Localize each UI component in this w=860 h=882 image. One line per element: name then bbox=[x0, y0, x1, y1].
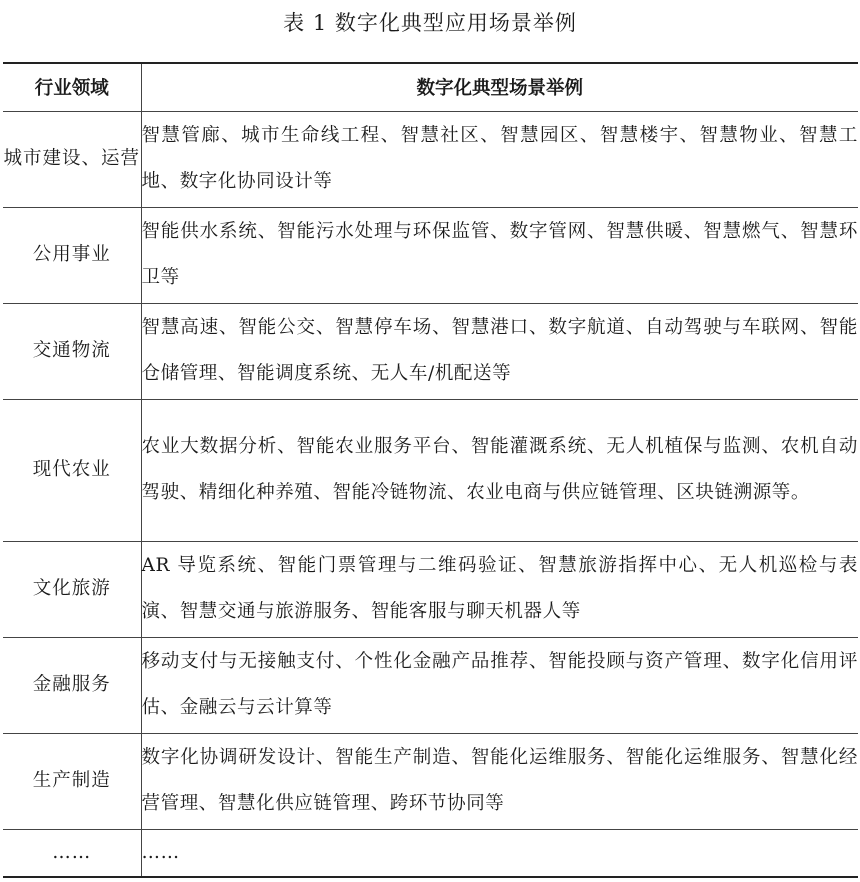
header-industry: 行业领域 bbox=[3, 63, 141, 111]
examples-cell: …… bbox=[141, 829, 858, 877]
examples-cell: 智慧高速、智能公交、智慧停车场、智慧港口、数字航道、自动驾驶与车联网、智能仓储管理、智能调度系统、无人车/机配送等 bbox=[141, 303, 858, 399]
industry-cell: 金融服务 bbox=[3, 637, 141, 733]
examples-cell: 智慧管廊、城市生命线工程、智慧社区、智慧园区、智慧楼宇、智慧物业、智慧工地、数字化协同设计等 bbox=[141, 111, 858, 207]
table-header-row bbox=[3, 63, 858, 111]
table-caption: 表 1 数字化典型应用场景举例 bbox=[283, 11, 577, 35]
table-row bbox=[3, 111, 858, 207]
industry-cell: 公用事业 bbox=[3, 207, 141, 303]
table-row bbox=[3, 829, 858, 877]
table-row bbox=[3, 541, 858, 637]
industry-cell: 交通物流 bbox=[3, 303, 141, 399]
industry-cell: …… bbox=[3, 829, 141, 877]
table-row bbox=[3, 303, 858, 399]
industry-cell: 现代农业 bbox=[3, 399, 141, 541]
examples-cell: 农业大数据分析、智能农业服务平台、智能灌溉系统、无人机植保与监测、农机自动驾驶、精细化种养殖、智能冷链物流、农业电商与供应链管理、区块链溯源等。 bbox=[141, 399, 858, 541]
examples-cell: 数字化协调研发设计、智能生产制造、智能化运维服务、智能化运维服务、智慧化经营管理、智慧化供应链管理、跨环节协同等 bbox=[141, 733, 858, 829]
industry-cell: 生产制造 bbox=[3, 733, 141, 829]
examples-cell: 智能供水系统、智能污水处理与环保监管、数字管网、智慧供暖、智慧燃气、智慧环卫等 bbox=[141, 207, 858, 303]
industry-cell: 城市建设、运营 bbox=[3, 111, 141, 207]
table-row bbox=[3, 207, 858, 303]
table-row bbox=[3, 399, 858, 541]
examples-cell: 移动支付与无接触支付、个性化金融产品推荐、智能投顾与资产管理、数字化信用评估、金融云与云计算等 bbox=[141, 637, 858, 733]
scenario-table bbox=[3, 62, 858, 878]
table-row bbox=[3, 637, 858, 733]
industry-cell: 文化旅游 bbox=[3, 541, 141, 637]
examples-cell: AR 导览系统、智能门票管理与二维码验证、智慧旅游指挥中心、无人机巡检与表演、智慧交通与旅游服务、智能客服与聊天机器人等 bbox=[141, 541, 858, 637]
header-examples: 数字化典型场景举例 bbox=[141, 63, 858, 111]
table-row bbox=[3, 733, 858, 829]
